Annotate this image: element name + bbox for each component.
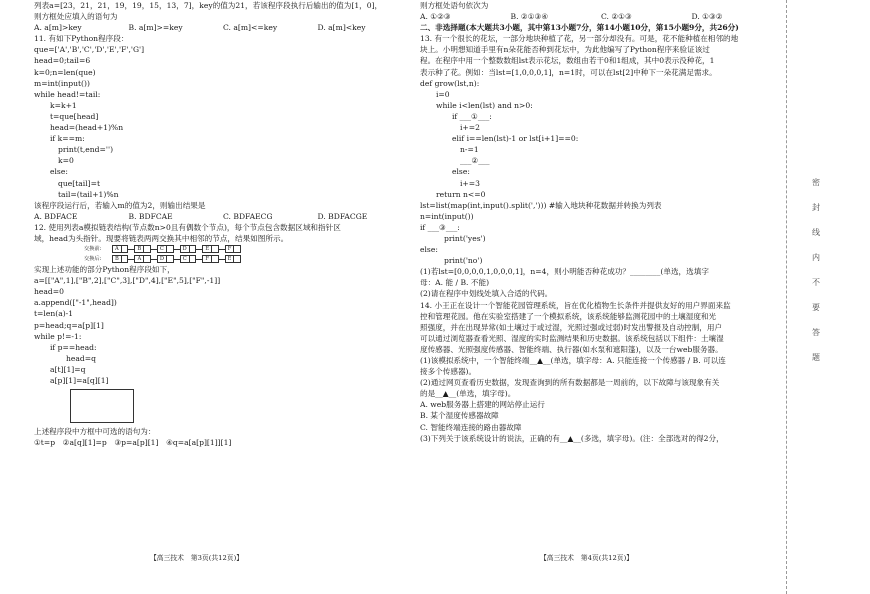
q10-option-c: C. a[m]<=key	[223, 23, 278, 33]
linked-list-before	[34, 244, 412, 254]
q12-stem	[34, 222, 412, 244]
q13-line: i+=2	[460, 123, 480, 133]
q12-line: 域，head为头指针。现要将链表两两交换其中相邻的节点，结果如图所示。	[34, 233, 289, 243]
list-node	[157, 255, 174, 263]
q13-line: (3)下列关于该系统设计的说法，正确的有__▲__(多选，填字母)。(注：全部选对的得2分，	[420, 433, 724, 443]
q11-line: k=k+1	[50, 100, 77, 110]
q11-line: if k==m:	[50, 134, 85, 144]
list-node	[134, 255, 150, 263]
chain-after-label: 交换后:	[84, 255, 102, 262]
q11-line: head=(head+1)%n	[50, 123, 124, 133]
node-value: B	[113, 256, 122, 262]
list-node	[134, 245, 150, 253]
node-pointer	[212, 246, 218, 252]
node-pointer	[234, 256, 240, 262]
code-line: a.append(["-1",head])	[34, 298, 117, 308]
q13-line: 表示种了花。例如：当lst=[1,0,0,0,1]，n=1时，可以在lst[2]中种下一朵花满足需求。	[420, 67, 717, 77]
node-pointer	[212, 256, 218, 262]
node-pointer	[234, 246, 240, 252]
margin-char: 密	[812, 178, 820, 187]
node-pointer	[167, 246, 173, 252]
text-line: 则方框处应填入的语句为	[34, 12, 118, 22]
q13-line: (2)请在程序中划线处填入合适的代码。	[420, 289, 553, 299]
node-value: A	[113, 246, 122, 252]
margin-char: 不	[812, 278, 820, 287]
node-value: C	[158, 246, 167, 252]
code-line: 实现上述功能的部分Python程序段如下，	[34, 265, 175, 275]
q13-line: i+=3	[460, 178, 480, 188]
text-line: 则方框处语句依次为	[420, 1, 489, 10]
q11-line: else:	[50, 167, 68, 177]
q13-line: n=int(input())	[420, 211, 474, 221]
q13-line: return n<=0	[436, 189, 486, 199]
q13-line: 14. 小王正在设计一个智能花园管理系统，旨在优化植物生长条件并提供友好的用户界面来监	[420, 300, 731, 310]
binding-margin-text	[810, 170, 822, 370]
q10-option-d: D. a[m]<key	[317, 23, 366, 33]
node-value: E	[226, 256, 235, 262]
node-value: F	[203, 256, 212, 262]
node-value: C	[181, 256, 190, 262]
list-node	[202, 245, 218, 253]
q13-line: print('yes')	[444, 233, 486, 243]
q11-line: print(t,end='')	[58, 145, 114, 155]
right-page	[420, 0, 782, 444]
q13-line: else:	[420, 245, 438, 255]
q12-option-c: C. ②①③	[601, 12, 632, 22]
q11-line: m=int(input())	[34, 78, 90, 88]
q10-options	[34, 22, 412, 33]
q10-option-b: B. a[m]>=key	[128, 23, 183, 33]
code-line: a=[["A",1],["B",2],["C",3],["D",4],["E",5],["F",-1]]	[34, 276, 221, 286]
q11-line: k=0;n=len(que)	[34, 67, 96, 77]
q11-line: que=['A','B','C','D','E','F','G']	[34, 45, 145, 55]
q13-line: while i<len(lst) and n>0:	[436, 100, 533, 110]
linked-list-after	[34, 254, 412, 264]
q13-line: if ___③___:	[420, 222, 460, 232]
q13-line: 的是__▲__(单选，填字母)。	[420, 389, 516, 399]
q10-stem	[34, 0, 412, 22]
q11-option-a: A. BDFACE	[34, 211, 78, 221]
margin-char: 题	[812, 353, 820, 362]
margin-char: 线	[812, 228, 820, 237]
q13-line: (1)该模拟系统中，一个智能终端__▲__(单选，填字母：A. 只能连接一个传感器 / B. 可以连	[420, 356, 726, 365]
q13-line: i=0	[436, 89, 450, 99]
q11-line: k=0	[58, 156, 74, 166]
q13-line: elif i==len(lst)-1 or lst[i+1]==0:	[452, 134, 579, 144]
list-node	[180, 255, 197, 263]
q11-line: 该程序段运行后，若输入m的值为2，则输出结果是	[34, 200, 206, 210]
q13-line: 接多个传感器)。	[420, 367, 477, 377]
code-line: a[t][1]=q	[50, 364, 86, 374]
q13-line: (2)通过网页查看历史数据，发现查询到的所有数据都是一周前的，以下故障与该现象有关	[420, 378, 720, 388]
q11-option-b: B. BDFCAE	[128, 211, 173, 221]
q11-options	[34, 211, 412, 222]
node-pointer	[122, 246, 128, 252]
code-line: while p!=-1:	[34, 331, 82, 341]
q13-line: 程。在程序中用一个整数数组lst表示花坛，数组由若干0和1组成，其中0表示没种花，1	[420, 56, 715, 66]
node-pointer	[144, 256, 150, 262]
list-node	[157, 245, 174, 253]
node-pointer	[167, 256, 173, 262]
code-line: if p==head:	[50, 342, 97, 352]
q11-option-c: C. BDFAECG	[223, 211, 273, 221]
q13-line: 13. 有一个很长的花坛，一部分地块种植了花，另一部分却没有。可是，花不能种植在相邻的地	[420, 34, 739, 44]
margin-char: 内	[812, 253, 820, 262]
q13-line: 度传感器、光照强度传感器、智能终端、执行器(如水泵和遮阳篷)，以及一台web服务器。	[420, 344, 723, 354]
q13-line: lst=list(map(int,input().split(','))) #输入地块种花数据并转换为列表	[420, 200, 662, 210]
q13-q14-block	[420, 33, 782, 443]
right-footer: 【高三技术 第4页(共12页)】	[540, 554, 634, 562]
q13-line: 控和管理花园。他在实验室搭建了一个模拟系统，该系统能够监测花园中的土壤湿度和光	[420, 311, 717, 321]
q11-line: 11. 有如下Python程序段：	[34, 34, 129, 44]
q11-line: while head!=tail:	[34, 89, 101, 99]
q12-line: 12. 使用列表a模拟链表结构(节点数n>0且有偶数个节点)，每个节点包含数据区域和指针区	[34, 222, 341, 232]
section-heading: 二、非选择题(本大题共3小题，其中第13小题7分，第14小题10分，第15小题9分，共26分)	[420, 23, 739, 33]
node-pointer	[190, 256, 196, 262]
q12-line: 上述程序段中方框中可选的语句为：	[34, 427, 156, 437]
q13-line: if ___①___:	[452, 111, 492, 121]
q12-option-b: B. ②①③④	[510, 12, 549, 22]
answer-box	[70, 389, 134, 423]
text-line: 列表a=[23，21，21，19，19，15，13，7]，key的值为21，若该程序段执行后输出的值为[1，0]，	[34, 1, 383, 10]
node-pointer	[122, 256, 128, 262]
node-value: E	[203, 246, 212, 252]
list-node	[225, 255, 241, 263]
q13-line: (1)若lst=[0,0,0,0,1,0,0,0,1]，n=4，则小明能否种花成功？________(单选，选填字	[420, 267, 709, 277]
q12-option-d: D. ①③②	[691, 12, 723, 22]
q13-line: def grow(lst,n):	[420, 78, 480, 88]
q13-line: n-=1	[460, 145, 479, 155]
node-pointer	[144, 246, 150, 252]
code-line: head=0	[34, 287, 64, 297]
left-footer: 【高三技术 第3页(共12页)】	[150, 554, 244, 562]
chain-before-label: 交换前:	[84, 245, 102, 252]
code-line: a[p][1]=a[q][1]	[50, 376, 109, 385]
q13-line: B. 某个湿度传感器故障	[420, 411, 499, 421]
q11-line: tail=(tail+1)%n	[58, 189, 119, 199]
q13-line: 母：A. 能 / B. 不能)	[420, 278, 490, 288]
node-value: B	[135, 246, 144, 252]
q11-option-d: D. BDFACGE	[317, 211, 368, 221]
q13-line: A. web服务器上搭建的网站停止运行	[420, 400, 545, 410]
q11-block	[34, 33, 412, 211]
margin-char: 答	[812, 328, 820, 337]
q12-code	[34, 264, 412, 386]
code-line: p=head;q=a[p][1]	[34, 320, 104, 330]
margin-char: 封	[812, 203, 820, 212]
list-node	[112, 255, 128, 263]
q11-line: t=que[head]	[50, 111, 99, 121]
q13-line: 可以通过浏览器查看光照、湿度的实时监测结果和历史数据。该系统包括以下组件：土壤湿	[420, 333, 724, 343]
q11-line: head=0;tail=6	[34, 56, 91, 66]
q12-choices	[34, 426, 412, 448]
code-line: t=len(a)-1	[34, 309, 74, 319]
binding-line	[786, 0, 787, 594]
code-line: head=q	[66, 353, 96, 363]
left-page	[34, 0, 412, 448]
node-value: F	[226, 246, 235, 252]
list-node	[112, 245, 128, 253]
node-value: D	[158, 256, 167, 262]
q13-line: else:	[452, 167, 470, 177]
node-value: A	[135, 256, 144, 262]
node-pointer	[190, 246, 196, 252]
q13-line: C. 智能终端连接的路由器故障	[420, 422, 522, 432]
node-value: D	[181, 246, 190, 252]
q12-options	[420, 11, 782, 22]
q13-line: ___②___	[460, 156, 490, 166]
q13-line: 块上。小明想知道手里有n朵花能否种到花坛中，为此他编写了Python程序来验证该过	[420, 45, 710, 55]
q12-line: ①t=p ②a[q][1]=p ③p=a[p][1] ④q=a[a[p][1]][1]	[34, 438, 232, 448]
q13-line: 照强度，并在出现异常(如土壤过于或过湿，光照过强或过弱)时发出警报及自动控制，用户	[420, 322, 723, 332]
list-node	[180, 245, 197, 253]
list-node	[202, 255, 218, 263]
q13-line: print('no')	[444, 256, 483, 266]
list-node	[225, 245, 241, 253]
q12-option-a: A. ①②③	[420, 12, 451, 22]
q10-option-a: A. a[m]>key	[34, 23, 82, 33]
q12-continued	[420, 0, 782, 11]
margin-char: 要	[812, 303, 820, 312]
q11-line: que[tail]=t	[58, 178, 101, 188]
